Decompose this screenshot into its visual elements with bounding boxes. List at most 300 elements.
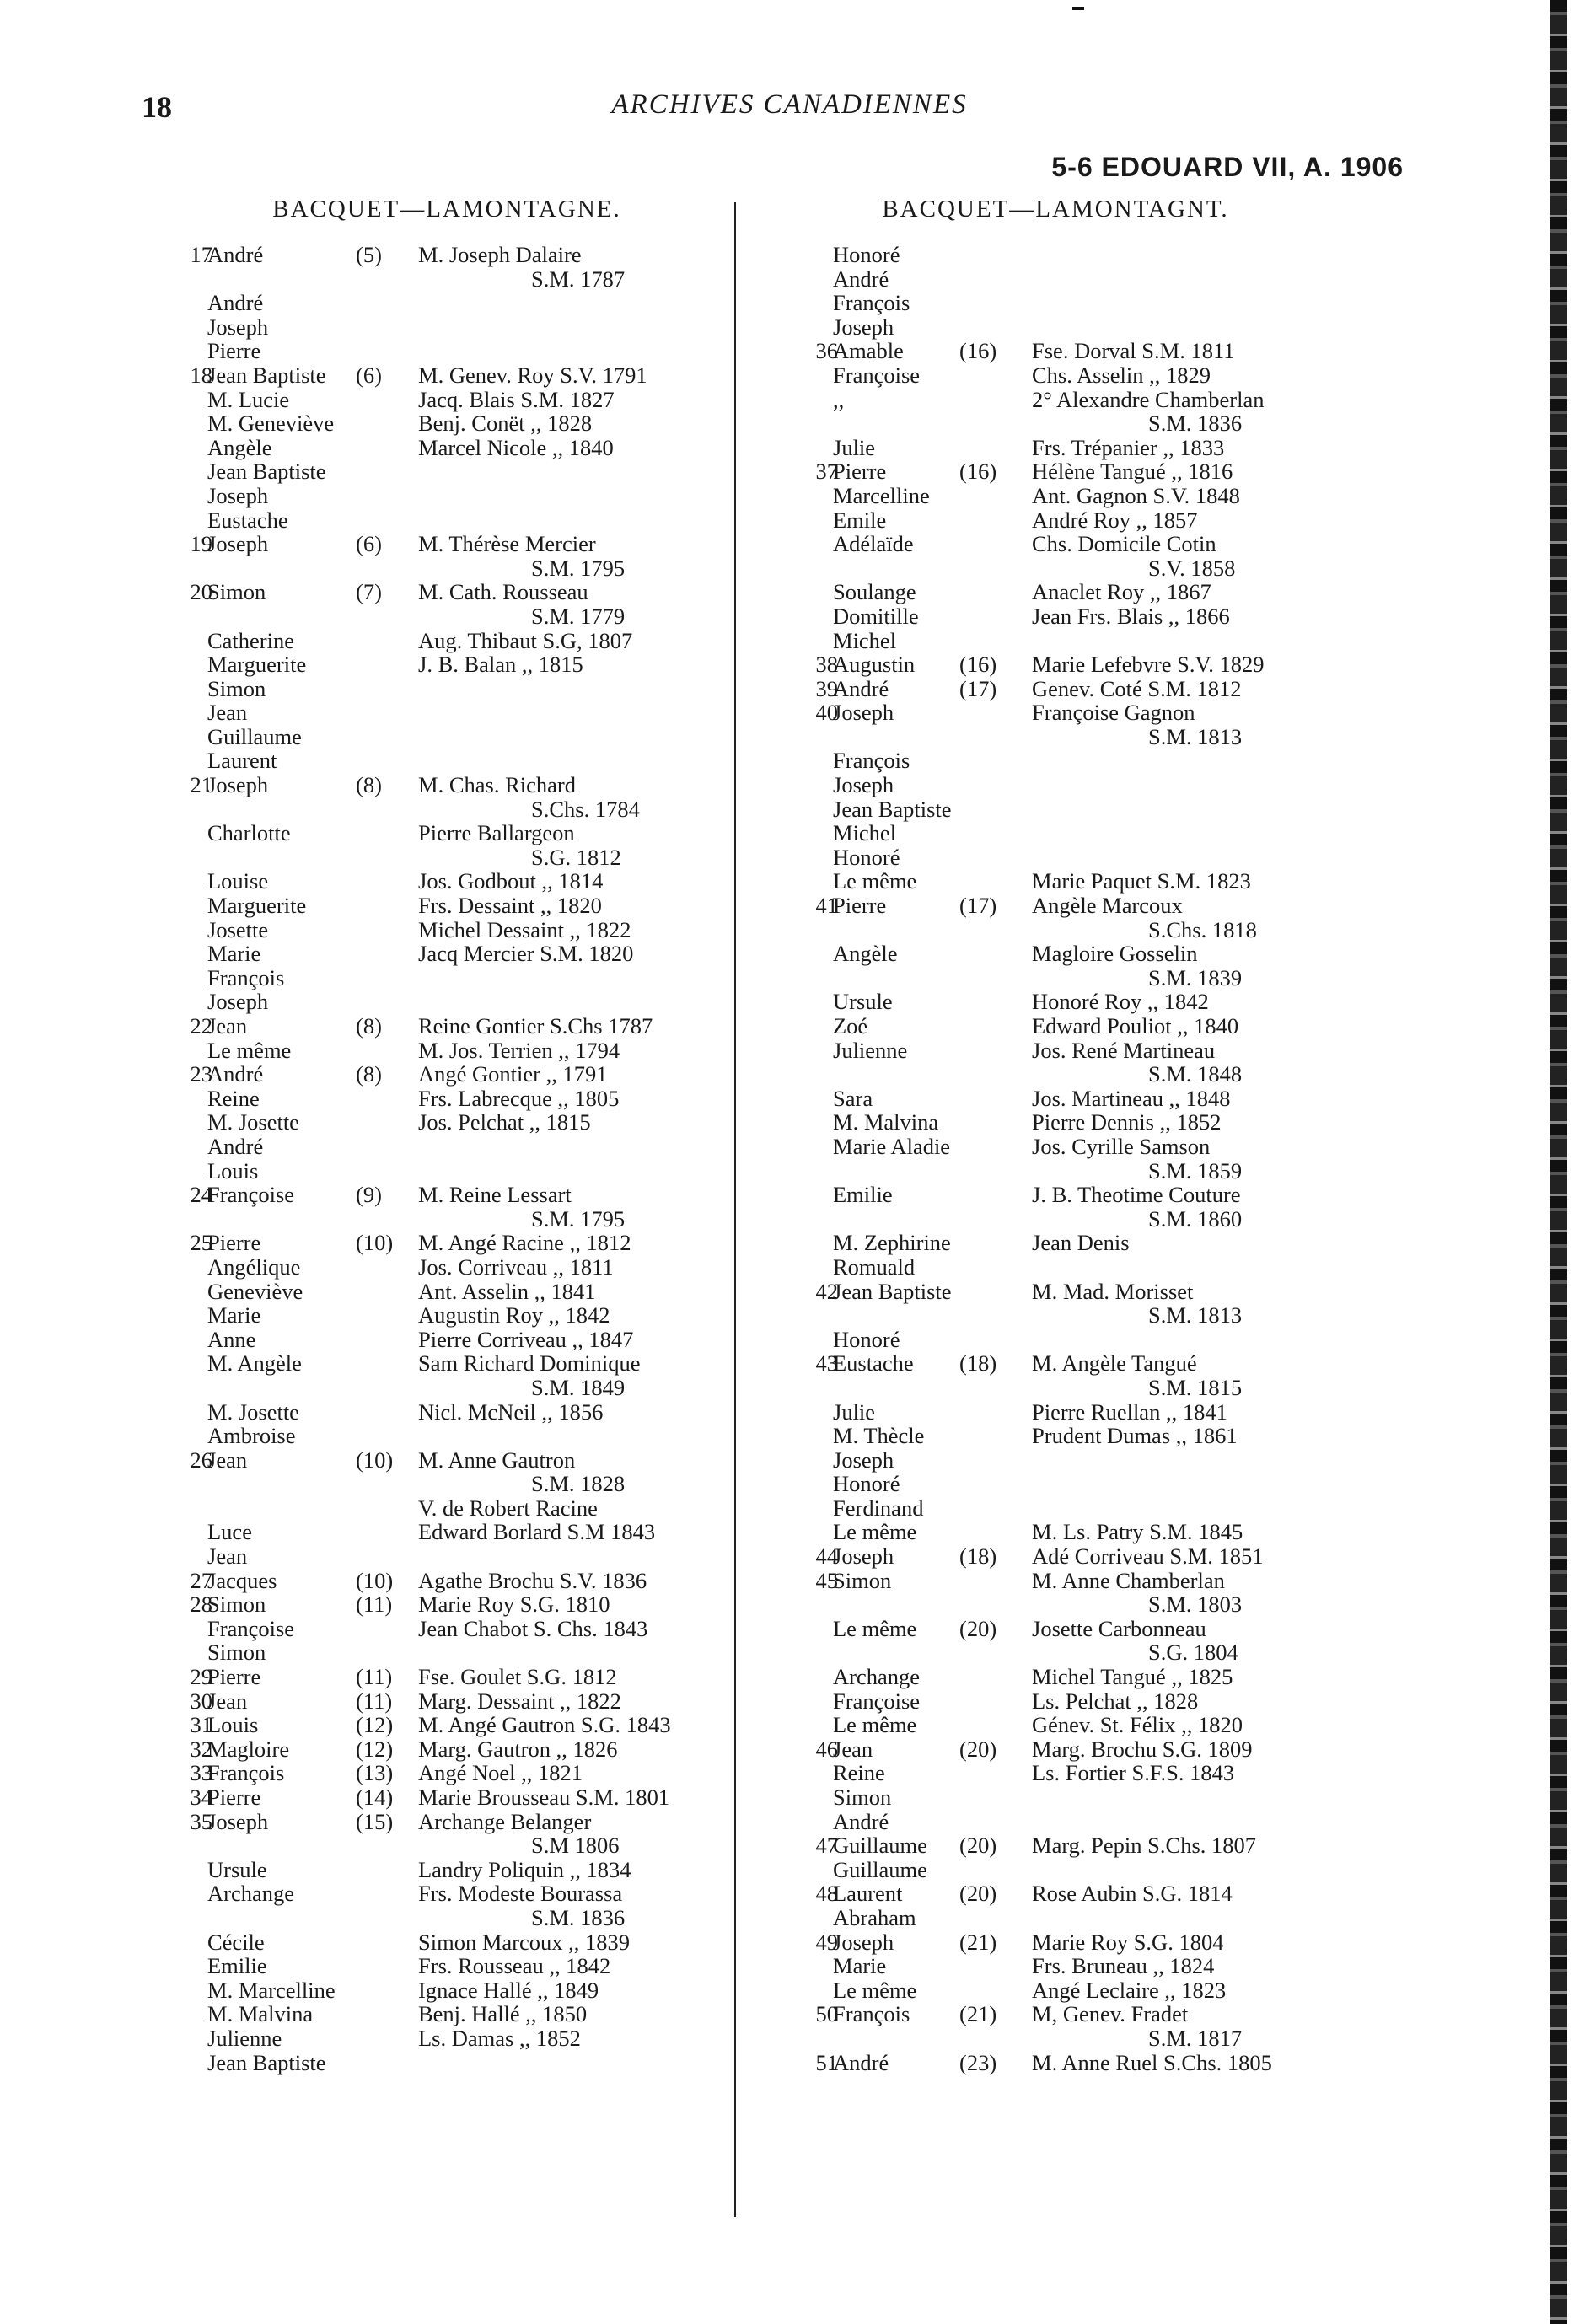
entry-row bbox=[786, 966, 1325, 990]
entry-row bbox=[786, 2002, 1325, 2026]
spouse-detail: Frs. Trépanier ,, 1833 bbox=[1032, 434, 1225, 460]
entry-number: 48 bbox=[815, 1881, 838, 1907]
entry-row bbox=[786, 1303, 1325, 1328]
person-name: Jean bbox=[207, 1446, 248, 1473]
parent-ref: (16) bbox=[959, 652, 997, 678]
person-name: Marcelline bbox=[833, 482, 930, 508]
person-name: André bbox=[833, 675, 889, 701]
entry-row bbox=[160, 1640, 733, 1665]
person-name: Marguerite bbox=[207, 652, 307, 678]
spouse-detail: Jos. Corriveau ,, 1811 bbox=[418, 1253, 614, 1280]
entry-row bbox=[786, 1858, 1325, 1882]
spouse-detail: Jacq Mercier S.M. 1820 bbox=[418, 941, 634, 967]
person-name: Le même bbox=[833, 1615, 917, 1641]
person-name: Julienne bbox=[833, 1037, 908, 1063]
entry-row bbox=[786, 1954, 1325, 1978]
person-name: Françoise bbox=[833, 362, 921, 388]
person-name: Domitille bbox=[833, 603, 919, 629]
parent-ref: (21) bbox=[959, 2001, 997, 2027]
entry-row bbox=[786, 1617, 1325, 1641]
person-name: Joseph bbox=[207, 314, 269, 340]
entry-row bbox=[160, 1255, 733, 1280]
person-name: Eustache bbox=[833, 1350, 914, 1377]
entry-row bbox=[786, 1689, 1325, 1714]
entry-row bbox=[786, 1087, 1325, 1111]
entry-row bbox=[786, 1713, 1325, 1737]
person-name: Marie Aladie bbox=[833, 1133, 951, 1159]
person-name: Romuald bbox=[833, 1253, 916, 1280]
left-column bbox=[160, 196, 733, 2074]
entry-row bbox=[786, 1280, 1325, 1304]
person-name: Laurent bbox=[207, 748, 277, 774]
spouse-detail: Marie Lefebvre S.V. 1829 bbox=[1032, 652, 1265, 678]
person-name: François bbox=[833, 290, 910, 316]
person-name: Jacques bbox=[207, 1567, 277, 1593]
entry-number: 41 bbox=[815, 893, 838, 919]
person-name: François bbox=[833, 2001, 910, 2027]
person-name: Le même bbox=[833, 1519, 917, 1545]
entry-row bbox=[160, 1303, 733, 1328]
spouse-detail: Benj. Hallé ,, 1850 bbox=[418, 2001, 588, 2027]
marriage-place-year: S.M 1806 bbox=[531, 1833, 620, 1859]
person-name: Emile bbox=[833, 507, 887, 533]
person-name: Joseph bbox=[833, 700, 894, 726]
person-name: Joseph bbox=[833, 1543, 894, 1570]
entry-row bbox=[786, 1039, 1325, 1063]
entry-row bbox=[786, 291, 1325, 315]
person-name: Julie bbox=[833, 1398, 876, 1425]
entry-row bbox=[786, 556, 1325, 581]
person-name: Pierre bbox=[207, 1664, 261, 1690]
person-name: Luce bbox=[207, 1519, 252, 1545]
entry-row bbox=[786, 1785, 1325, 1810]
person-name: Pierre bbox=[207, 1230, 261, 1256]
person-name: Pierre bbox=[207, 1785, 261, 1810]
entry-row bbox=[786, 700, 1325, 725]
spouse-detail: Landry Poliquin ,, 1834 bbox=[418, 1856, 631, 1882]
entry-row bbox=[160, 580, 733, 604]
person-name: André bbox=[833, 2049, 889, 2075]
column-heading: BACQUET—LAMONTAGNT. bbox=[882, 196, 1229, 223]
spouse-detail: Jean Frs. Blais ,, 1866 bbox=[1032, 603, 1230, 629]
entry-row bbox=[786, 677, 1325, 701]
marriage-place-year: S.M. 1779 bbox=[531, 603, 626, 629]
person-name: Reine bbox=[833, 1760, 885, 1786]
entry-row bbox=[160, 725, 733, 749]
spouse-detail: M. Anne Gautron bbox=[418, 1446, 576, 1473]
parent-ref: (9) bbox=[356, 1182, 382, 1208]
entry-number: 49 bbox=[815, 1929, 838, 1955]
person-name: Simon bbox=[833, 1567, 892, 1593]
person-name: Simon bbox=[833, 1785, 892, 1810]
parent-ref: (16) bbox=[959, 459, 997, 485]
entry-row bbox=[160, 459, 733, 484]
entry-row bbox=[786, 315, 1325, 340]
person-name: Zoé bbox=[833, 1013, 868, 1039]
entry-row bbox=[160, 1617, 733, 1641]
entry-row bbox=[786, 1062, 1325, 1087]
entry-row bbox=[160, 1183, 733, 1207]
person-name: Jean bbox=[207, 1688, 248, 1714]
person-name: Louise bbox=[207, 868, 269, 894]
spouse-detail: Marg. Pepin S.Chs. 1807 bbox=[1032, 1833, 1257, 1859]
person-name: Sara bbox=[833, 1085, 873, 1111]
entry-row bbox=[786, 797, 1325, 822]
person-name: Joseph bbox=[207, 1808, 269, 1834]
person-name: Marguerite bbox=[207, 893, 307, 919]
marriage-place-year: S.V. 1858 bbox=[1148, 555, 1236, 581]
spouse-detail: Josette Carbonneau bbox=[1032, 1615, 1206, 1641]
person-name: M. Lucie bbox=[207, 386, 290, 412]
marriage-place-year: S.M. 1859 bbox=[1148, 1157, 1243, 1183]
entry-number: 42 bbox=[815, 1278, 838, 1304]
spouse-detail: M. Angèle Tangué bbox=[1032, 1350, 1197, 1377]
entry-number: 32 bbox=[190, 1736, 212, 1762]
person-name: Joseph bbox=[207, 531, 269, 557]
person-name: Augustin bbox=[833, 652, 916, 678]
spouse-detail: Agathe Brochu S.V. 1836 bbox=[418, 1567, 647, 1593]
entry-row bbox=[786, 1592, 1325, 1617]
entry-row bbox=[160, 1544, 733, 1569]
parent-ref: (20) bbox=[959, 1736, 997, 1762]
entry-row bbox=[786, 629, 1325, 653]
page-number: 18 bbox=[142, 90, 172, 124]
parent-ref: (11) bbox=[356, 1664, 393, 1690]
spouse-detail: Sam Richard Dominique bbox=[418, 1350, 641, 1377]
person-name: Catherine bbox=[207, 627, 295, 653]
entry-row bbox=[160, 700, 733, 725]
parent-ref: (20) bbox=[959, 1881, 997, 1907]
spouse-detail: Archange Belanger bbox=[418, 1808, 592, 1834]
entry-row bbox=[160, 484, 733, 508]
column-heading: BACQUET—LAMONTAGNE. bbox=[272, 196, 621, 223]
entry-row bbox=[160, 1954, 733, 1978]
entry-row bbox=[160, 1231, 733, 1255]
person-name: Marie bbox=[833, 1953, 887, 1979]
parent-ref: (10) bbox=[356, 1230, 394, 1256]
entry-row bbox=[160, 2026, 733, 2051]
entry-number: 40 bbox=[815, 700, 838, 726]
entry-row bbox=[786, 1231, 1325, 1255]
spouse-detail: Angèle Marcoux bbox=[1032, 893, 1183, 919]
entry-number: 19 bbox=[190, 531, 212, 557]
marriage-place-year: S.M. 1828 bbox=[531, 1471, 626, 1497]
entry-row bbox=[786, 1014, 1325, 1039]
entry-row bbox=[160, 990, 733, 1014]
marriage-place-year: S.M. 1813 bbox=[1148, 723, 1243, 749]
entry-number: 43 bbox=[815, 1350, 838, 1377]
spouse-detail: 2° Alexandre Chamberlan bbox=[1032, 386, 1265, 412]
spouse-detail: Ignace Hallé ,, 1849 bbox=[418, 1977, 599, 2003]
person-name: Jean bbox=[207, 1013, 248, 1039]
entry-row bbox=[786, 652, 1325, 677]
entry-row bbox=[160, 1906, 733, 1930]
entry-row bbox=[160, 1087, 733, 1111]
entry-number: 36 bbox=[815, 338, 838, 364]
entry-row bbox=[160, 1810, 733, 1834]
person-name: Cécile bbox=[207, 1929, 265, 1955]
person-name: Pierre bbox=[833, 893, 887, 919]
spouse-detail: Génev. St. Félix ,, 1820 bbox=[1032, 1712, 1243, 1738]
entry-row bbox=[160, 918, 733, 942]
entry-row bbox=[160, 1110, 733, 1135]
spouse-detail: M. Ls. Patry S.M. 1845 bbox=[1032, 1519, 1243, 1545]
person-name: Jean Baptiste bbox=[833, 1278, 952, 1304]
entry-row bbox=[786, 1400, 1325, 1425]
person-name: Louis bbox=[207, 1712, 259, 1738]
entry-row bbox=[786, 388, 1325, 412]
entry-row bbox=[786, 2026, 1325, 2051]
spouse-detail: Pierre Ballargeon bbox=[418, 820, 575, 846]
entry-row bbox=[160, 2051, 733, 2075]
person-name: M. Marcelline bbox=[207, 1977, 336, 2003]
spouse-detail: J. B. Balan ,, 1815 bbox=[418, 652, 583, 678]
spouse-detail: Marie Roy S.G. 1810 bbox=[418, 1591, 610, 1618]
spouse-detail: M. Angé Racine ,, 1812 bbox=[418, 1230, 631, 1256]
spouse-detail: M. Angé Gautron S.G. 1843 bbox=[418, 1712, 671, 1738]
marriage-place-year: S.Chs. 1784 bbox=[531, 796, 640, 822]
person-name: Honoré bbox=[833, 844, 900, 870]
marriage-place-year: S.Chs. 1818 bbox=[1148, 916, 1257, 942]
spouse-detail: Marg. Brochu S.G. 1809 bbox=[1032, 1736, 1253, 1762]
spouse-detail: Frs. Rousseau ,, 1842 bbox=[418, 1953, 611, 1979]
person-name: M. Thècle bbox=[833, 1423, 925, 1449]
entry-row bbox=[160, 894, 733, 918]
spouse-detail: Frs. Modeste Bourassa bbox=[418, 1881, 623, 1907]
entry-number: 22 bbox=[190, 1013, 212, 1039]
entry-row bbox=[160, 556, 733, 581]
spouse-detail: Pierre Ruellan ,, 1841 bbox=[1032, 1398, 1227, 1425]
spouse-detail: Marie Roy S.G. 1804 bbox=[1032, 1929, 1224, 1955]
margin-mark bbox=[1072, 7, 1084, 10]
parent-ref: (23) bbox=[959, 2049, 997, 2075]
person-name: Simon bbox=[207, 579, 266, 605]
spouse-detail: J. B. Theotime Couture bbox=[1032, 1182, 1241, 1208]
person-name: André bbox=[207, 290, 264, 316]
parent-ref: (18) bbox=[959, 1543, 997, 1570]
person-name: François bbox=[833, 748, 910, 774]
spouse-detail: Chs. Asselin ,, 1829 bbox=[1032, 362, 1211, 388]
person-name: Le même bbox=[207, 1037, 292, 1063]
entry-number: 47 bbox=[815, 1833, 838, 1859]
entry-row bbox=[160, 508, 733, 533]
person-name: François bbox=[207, 964, 285, 990]
person-name: Le même bbox=[833, 1712, 917, 1738]
person-name: Ursule bbox=[833, 989, 893, 1015]
entry-row bbox=[786, 2051, 1325, 2075]
spouse-detail: Ls. Pelchat ,, 1828 bbox=[1032, 1688, 1199, 1714]
entry-row bbox=[786, 1761, 1325, 1785]
spouse-detail: Reine Gontier S.Chs 1787 bbox=[418, 1013, 653, 1039]
person-name: Pierre bbox=[207, 338, 261, 364]
parent-ref: (10) bbox=[356, 1567, 394, 1593]
entry-row bbox=[160, 388, 733, 412]
entry-row bbox=[786, 411, 1325, 436]
spouse-detail: Edward Pouliot ,, 1840 bbox=[1032, 1013, 1239, 1039]
marriage-place-year: S.M. 1787 bbox=[531, 266, 626, 292]
entry-row bbox=[786, 1544, 1325, 1569]
entry-row bbox=[160, 1135, 733, 1159]
spouse-detail: Ls. Damas ,, 1852 bbox=[418, 2025, 581, 2051]
entry-row bbox=[160, 1207, 733, 1232]
person-name: François bbox=[207, 1760, 285, 1786]
person-name: M. Geneviève bbox=[207, 411, 335, 437]
parent-ref: (6) bbox=[356, 531, 382, 557]
spouse-detail: Ls. Fortier S.F.S. 1843 bbox=[1032, 1760, 1235, 1786]
entry-row bbox=[160, 1592, 733, 1617]
spouse-detail: Marie Brousseau S.M. 1801 bbox=[418, 1785, 670, 1810]
parent-ref: (8) bbox=[356, 1061, 382, 1087]
entry-row bbox=[160, 1761, 733, 1785]
entry-number: 29 bbox=[190, 1664, 212, 1690]
spouse-detail: Ant. Asselin ,, 1841 bbox=[418, 1278, 596, 1304]
entry-row bbox=[786, 1906, 1325, 1930]
spouse-detail: Fse. Dorval S.M. 1811 bbox=[1032, 338, 1235, 364]
entry-row bbox=[160, 942, 733, 966]
spouse-detail: M. Joseph Dalaire bbox=[418, 242, 582, 267]
entry-row bbox=[160, 1785, 733, 1810]
entry-row bbox=[160, 1328, 733, 1352]
parent-ref: (8) bbox=[356, 1013, 382, 1039]
person-name: Ferdinand bbox=[833, 1495, 924, 1521]
entry-number: 30 bbox=[190, 1688, 212, 1714]
spouse-detail: M. Mad. Morisset bbox=[1032, 1278, 1194, 1304]
person-name: Ambroise bbox=[207, 1423, 296, 1449]
spouse-detail: Prudent Dumas ,, 1861 bbox=[1032, 1423, 1238, 1449]
spouse-detail: Michel Tangué ,, 1825 bbox=[1032, 1664, 1233, 1690]
spouse-detail: M. Jos. Terrien ,, 1794 bbox=[418, 1037, 620, 1063]
spouse-detail: V. de Robert Racine bbox=[418, 1495, 598, 1521]
spouse-detail: Adé Corriveau S.M. 1851 bbox=[1032, 1543, 1264, 1570]
entry-number: 20 bbox=[190, 579, 212, 605]
person-name: Michel bbox=[833, 820, 897, 846]
person-name: Joseph bbox=[833, 314, 894, 340]
spouse-detail: Angé Gontier ,, 1791 bbox=[418, 1061, 608, 1087]
marriage-place-year: S.M. 1849 bbox=[531, 1374, 626, 1400]
entry-row bbox=[786, 1569, 1325, 1593]
entry-row bbox=[786, 725, 1325, 749]
entry-row bbox=[160, 291, 733, 315]
entry-row bbox=[160, 1737, 733, 1762]
person-name: Archange bbox=[833, 1664, 920, 1690]
entry-row bbox=[160, 1400, 733, 1425]
entry-row bbox=[160, 629, 733, 653]
entry-row bbox=[160, 966, 733, 990]
marriage-place-year: S.M. 1836 bbox=[531, 1904, 626, 1930]
marriage-place-year: S.M. 1795 bbox=[531, 555, 626, 581]
entry-row bbox=[786, 918, 1325, 942]
entry-row bbox=[160, 1858, 733, 1882]
marriage-place-year: S.M. 1836 bbox=[1148, 411, 1243, 437]
entry-row bbox=[160, 604, 733, 629]
entry-row bbox=[786, 1376, 1325, 1400]
entry-row bbox=[160, 1448, 733, 1473]
person-name: Geneviève bbox=[207, 1278, 303, 1304]
spouse-detail: Jos. Martineau ,, 1848 bbox=[1032, 1085, 1231, 1111]
entry-row bbox=[786, 1665, 1325, 1689]
entry-row bbox=[160, 1472, 733, 1496]
spouse-detail: Frs. Bruneau ,, 1824 bbox=[1032, 1953, 1215, 1979]
entry-row bbox=[786, 1737, 1325, 1762]
entry-row bbox=[160, 1376, 733, 1400]
entry-row bbox=[160, 436, 733, 460]
person-name: M. Malvina bbox=[833, 1109, 939, 1135]
spouse-detail: M. Reine Lessart bbox=[418, 1182, 572, 1208]
entry-list bbox=[160, 243, 733, 2074]
person-name: M. Angèle bbox=[207, 1350, 302, 1377]
person-name: Françoise bbox=[207, 1182, 295, 1208]
entry-row bbox=[786, 1930, 1325, 1955]
marriage-place-year: S.M. 1848 bbox=[1148, 1061, 1243, 1087]
entry-row bbox=[786, 1424, 1325, 1448]
spouse-detail: M. Cath. Rousseau bbox=[418, 579, 588, 605]
marriage-place-year: S.G. 1804 bbox=[1148, 1640, 1238, 1666]
spouse-detail: Augustin Roy ,, 1842 bbox=[418, 1302, 610, 1328]
entry-row bbox=[160, 749, 733, 773]
entry-row bbox=[786, 1978, 1325, 2003]
parent-ref: (16) bbox=[959, 338, 997, 364]
spouse-detail: Frs. Dessaint ,, 1820 bbox=[418, 893, 602, 919]
entry-row bbox=[786, 1496, 1325, 1521]
spouse-detail: Pierre Corriveau ,, 1847 bbox=[418, 1326, 634, 1352]
parent-ref: (17) bbox=[959, 675, 997, 701]
spouse-detail: Marg. Gautron ,, 1826 bbox=[418, 1736, 618, 1762]
spouse-detail: Aug. Thibaut S.G, 1807 bbox=[418, 627, 633, 653]
entry-row bbox=[160, 1689, 733, 1714]
spouse-detail: Ant. Gagnon S.V. 1848 bbox=[1032, 482, 1240, 508]
person-name: Amable bbox=[833, 338, 904, 364]
spouse-detail: Angé Noel ,, 1821 bbox=[418, 1760, 583, 1786]
entry-row bbox=[160, 869, 733, 894]
entry-number: 35 bbox=[190, 1808, 212, 1834]
entry-row bbox=[786, 267, 1325, 292]
entry-row bbox=[160, 1930, 733, 1955]
entry-row bbox=[786, 363, 1325, 388]
entry-row bbox=[160, 1569, 733, 1593]
entry-row bbox=[160, 532, 733, 556]
entry-number: 37 bbox=[815, 459, 838, 485]
marriage-place-year: S.M. 1817 bbox=[1148, 2025, 1243, 2051]
spouse-detail: Frs. Labrecque ,, 1805 bbox=[418, 1085, 620, 1111]
marriage-place-year: S.M. 1795 bbox=[531, 1205, 626, 1232]
person-name: Angèle bbox=[833, 941, 898, 967]
entry-row bbox=[786, 1255, 1325, 1280]
entry-row bbox=[160, 339, 733, 363]
entry-row bbox=[160, 1039, 733, 1063]
person-name: Simon bbox=[207, 1640, 266, 1666]
entry-row bbox=[160, 677, 733, 701]
entry-row bbox=[160, 797, 733, 822]
person-name: Françoise bbox=[833, 1688, 921, 1714]
person-name: Soulange bbox=[833, 579, 916, 605]
entry-row bbox=[786, 1520, 1325, 1544]
marriage-place-year: S.M. 1803 bbox=[1148, 1591, 1243, 1618]
person-name: Jean Baptiste bbox=[207, 362, 326, 388]
entry-number: 24 bbox=[190, 1182, 212, 1208]
spouse-detail: Hélène Tangué ,, 1816 bbox=[1032, 459, 1233, 485]
entry-row bbox=[786, 532, 1325, 556]
entry-row bbox=[160, 773, 733, 797]
person-name: Charlotte bbox=[207, 820, 291, 846]
spouse-detail: Françoise Gagnon bbox=[1032, 700, 1195, 726]
entry-row bbox=[160, 1496, 733, 1521]
parent-ref: (8) bbox=[356, 772, 382, 798]
person-name: Guillaume bbox=[833, 1856, 927, 1882]
spouse-detail: Jacq. Blais S.M. 1827 bbox=[418, 386, 615, 412]
entry-row bbox=[160, 1280, 733, 1304]
spouse-detail: Chs. Domicile Cotin bbox=[1032, 531, 1216, 557]
person-name: Reine bbox=[207, 1085, 260, 1111]
